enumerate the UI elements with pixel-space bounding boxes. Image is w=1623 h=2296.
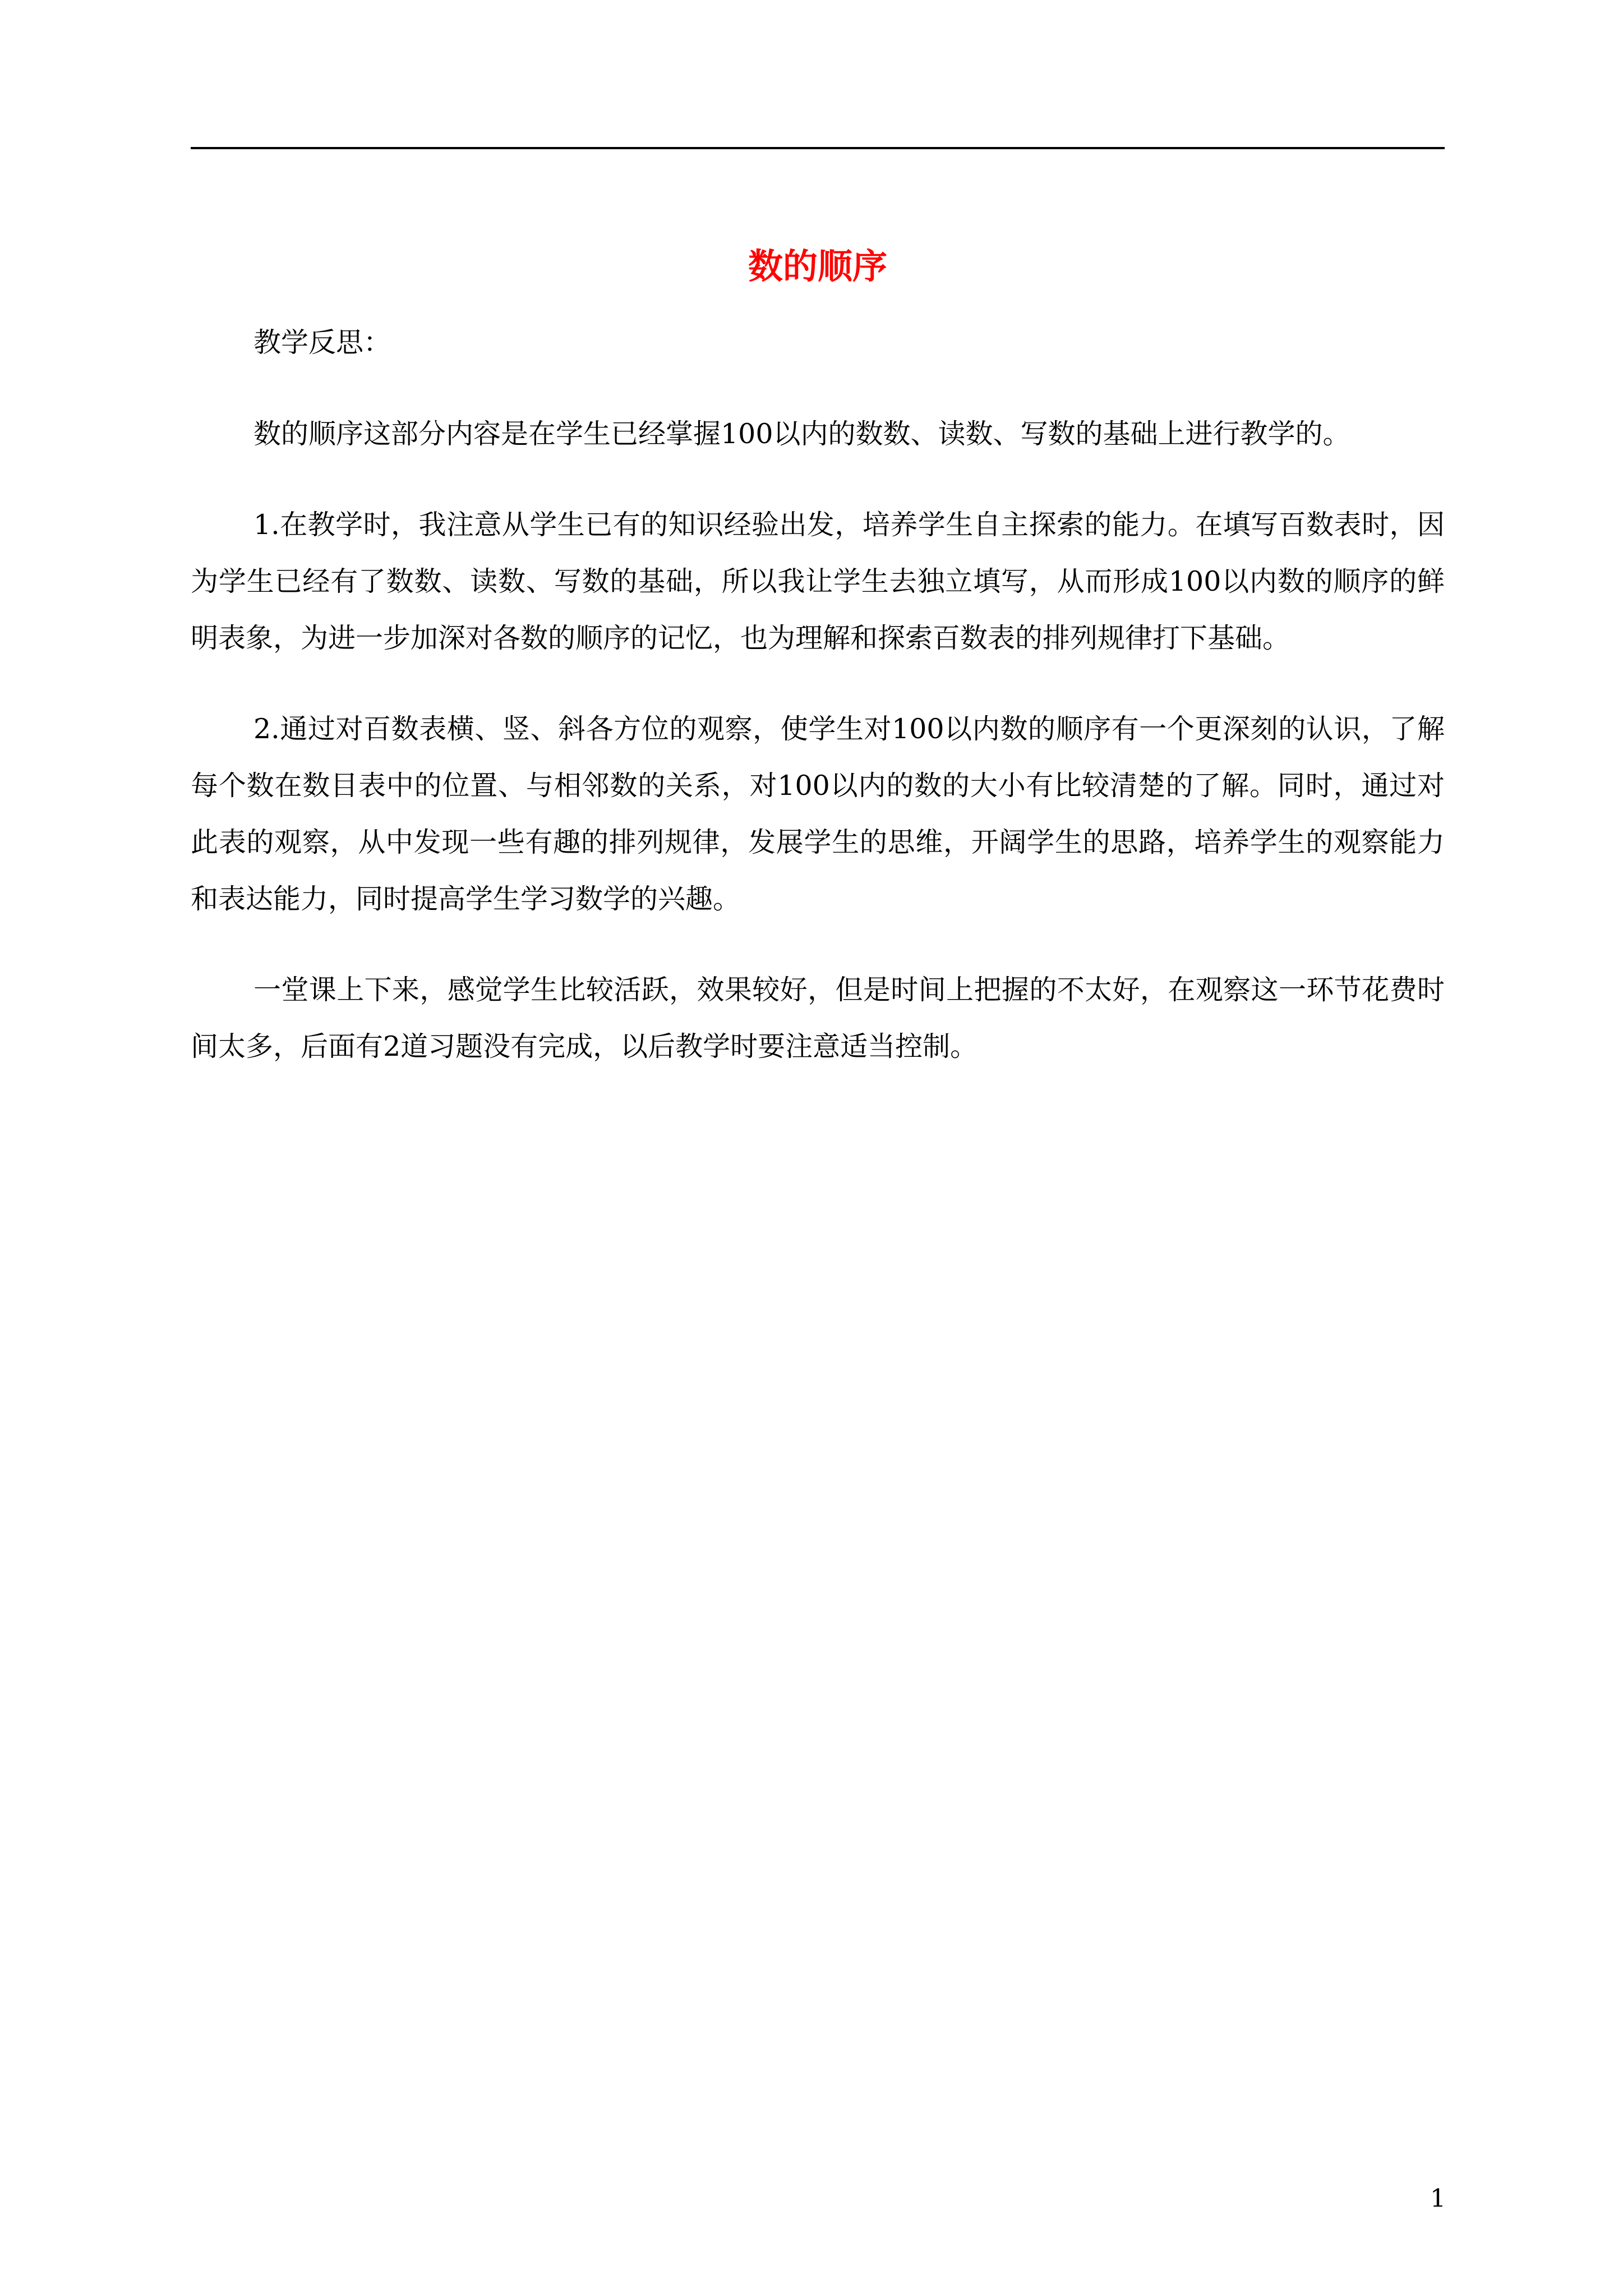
point-one-paragraph: 1.在教学时，我注意从学生已有的知识经验出发，培养学生自主探索的能力。在填写百数表时，因为学生已经有了数数、读数、写数的基础，所以我让学生去独立填写，从而形成100以内数的顺序的鲜明表象，为进一步加深对各数的顺序的记忆，也为理解和探索百数表的排列规律打下基础。 [191, 509, 1445, 654]
page-number: 1 [1430, 2184, 1446, 2213]
intro-paragraph: 数的顺序这部分内容是在学生已经掌握100以内的数数、读数、写数的基础上进行教学的。 [253, 418, 1350, 450]
section-heading: 教学反思： [253, 326, 391, 358]
point-two-paragraph: 2.通过对百数表横、竖、斜各方位的观察，使学生对100以内数的顺序有一个更深刻的认识，了解每个数在数目表中的位置、与相邻数的关系，对100以内的数的大小有比较清楚的了解。同时，通过对此表的观察，从中发现一些有趣的排列规律，发展学生的思维，开阔学生的思路，培养学生的观察能力和表达能力，同时提高学生学习数学的兴趣。 [191, 713, 1445, 915]
document-body [191, 314, 1445, 1109]
header-rule [191, 147, 1445, 149]
document-title: 数的顺序 [748, 246, 887, 287]
summary-paragraph: 一堂课上下来，感觉学生比较活跃，效果较好，但是时间上把握的不太好，在观察这一环节花费时间太多，后面有2道习题没有完成，以后教学时要注意适当控制。 [191, 974, 1445, 1062]
